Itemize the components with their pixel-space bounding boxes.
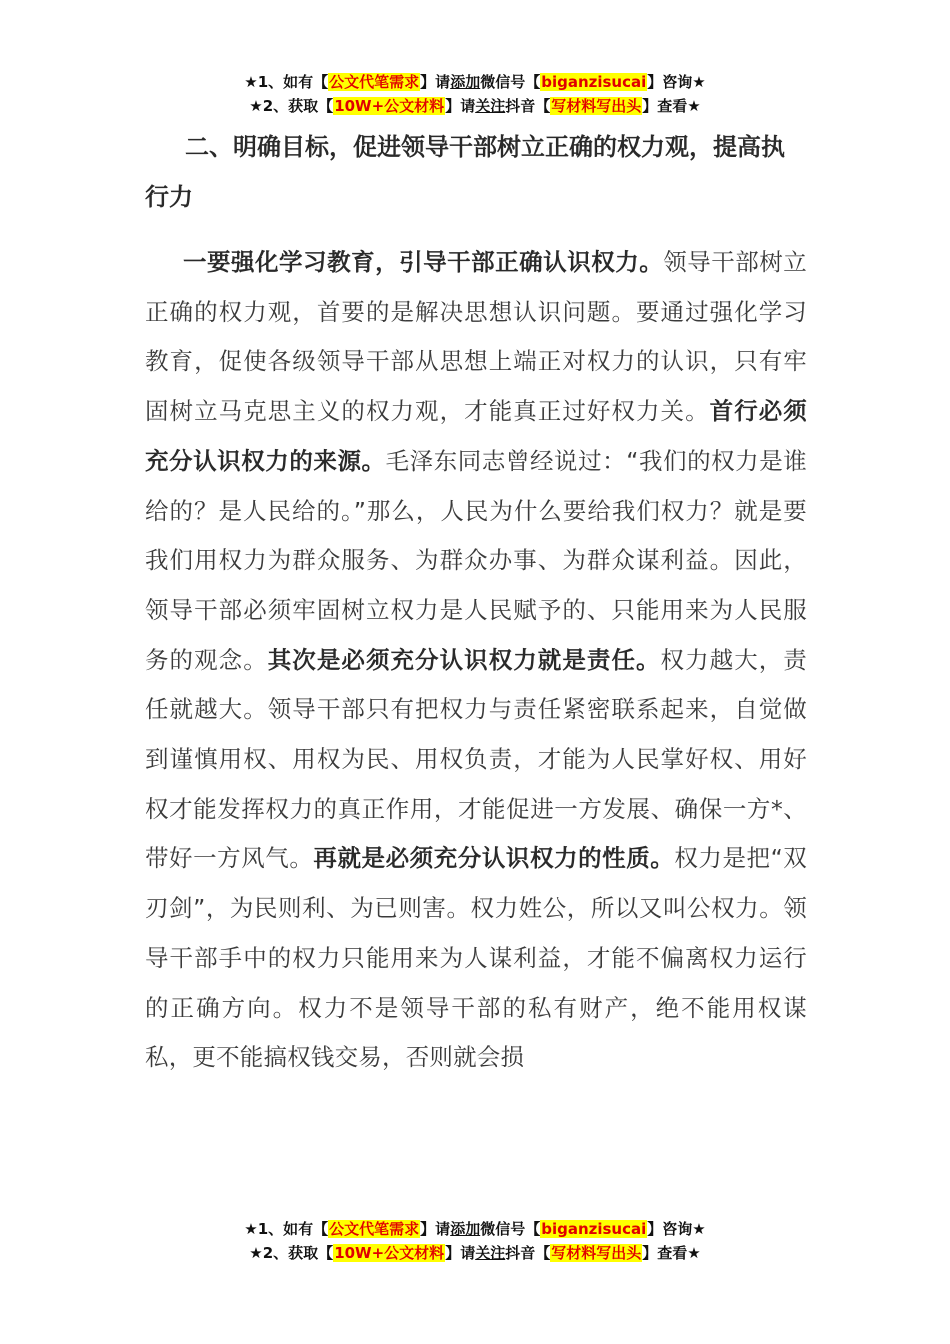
banner-line-1 [0, 70, 950, 94]
paragraph-text: 权力越大，责任就越大。领导干部只有把权力与责任紧密联系起来，自觉做到谨慎用权、用权为民、用权负责，才能为人民掌好权、用好权才能发挥权力的真正作用，才能促进一方发展、确保一方*、带好一方风气。 [145, 645, 807, 873]
bold-point-2: 其次是必须充分认识权力就是责任。 [267, 645, 661, 674]
footer-banner [0, 1217, 950, 1265]
underlined-text: 添加 [450, 73, 481, 91]
paragraph-text: 领导干部树立正确的权力观，首要的是解决思想认识问题。要通过强化学习教育，促使各级领导干部从思想上端正对权力的认识，只有牢固树立马克思主义的权力观，才能真正过好权力关。 [145, 248, 808, 426]
highlight-douyin-id: 写材料写出头 [551, 97, 642, 115]
underlined-text: 添加 [450, 1220, 481, 1238]
banner-line-2 [0, 1241, 950, 1265]
highlight-materials: 10W+公文材料 [334, 1244, 445, 1262]
banner-text: ★1、如有【 [244, 73, 329, 91]
bold-lead: 一要强化学习教育，引导干部正确认识权力。 [183, 248, 664, 276]
paragraph-text: 毛泽东同志曾经说过：“我们的权力是谁给的？是人民给的。”那么，人民为什么要给我们权力？就是要我们用权力为群众服务、为群众办事、为群众谋利益。因此，领导干部必须牢固树立权力是人民赋予的、只能用来为人民服务的观念。 [145, 446, 808, 674]
underlined-text: 关注 [475, 97, 506, 115]
section-heading: 二、明确目标，促进领导干部树立正确的权力观，提高执行力 [145, 133, 785, 211]
banner-line-1 [0, 1217, 950, 1241]
banner-text: ★2、获取【 [249, 97, 334, 115]
banner-text: 】咨询★ [647, 73, 706, 91]
banner-text: 】请 [445, 1244, 476, 1262]
banner-text: 】请 [420, 1220, 451, 1238]
banner-text: 抖音【 [505, 97, 551, 115]
highlight-service: 公文代笔需求 [329, 73, 420, 91]
body-paragraph [145, 238, 807, 1083]
banner-text: 】查看★ [642, 1244, 701, 1262]
highlight-wechat-id: biganzisucai [541, 73, 647, 91]
banner-line-2 [0, 94, 950, 118]
bold-point-3: 再就是必须充分认识权力的性质。 [313, 844, 675, 873]
banner-text: 微信号【 [480, 73, 541, 91]
underlined-text: 关注 [475, 1244, 506, 1262]
document-body [145, 122, 807, 1083]
banner-text: 】咨询★ [647, 1220, 706, 1238]
banner-text: 】请 [445, 97, 476, 115]
paragraph-text: 权力是把“双刃剑”，为民则利、为已则害。权力姓公，所以又叫公权力。领导干部手中的权力只能用来为人谋利益，才能不偏离权力运行的正确方向。权力不是领导干部的私有财产，绝不能用权谋私，更不能搞权钱交易，否则就会损 [145, 844, 808, 1072]
banner-text: 】请 [420, 73, 451, 91]
bold-point-1: 首行必须充分认识权力的来源。 [145, 397, 807, 475]
banner-text: 抖音【 [505, 1244, 551, 1262]
banner-text: ★1、如有【 [244, 1220, 329, 1238]
highlight-materials: 10W+公文材料 [334, 97, 445, 115]
banner-text: ★2、获取【 [249, 1244, 334, 1262]
banner-text: 微信号【 [480, 1220, 541, 1238]
highlight-service: 公文代笔需求 [329, 1220, 420, 1238]
highlight-douyin-id: 写材料写出头 [551, 1244, 642, 1262]
highlight-wechat-id: biganzisucai [541, 1220, 647, 1238]
banner-text: 】查看★ [642, 97, 701, 115]
header-banner [0, 70, 950, 118]
